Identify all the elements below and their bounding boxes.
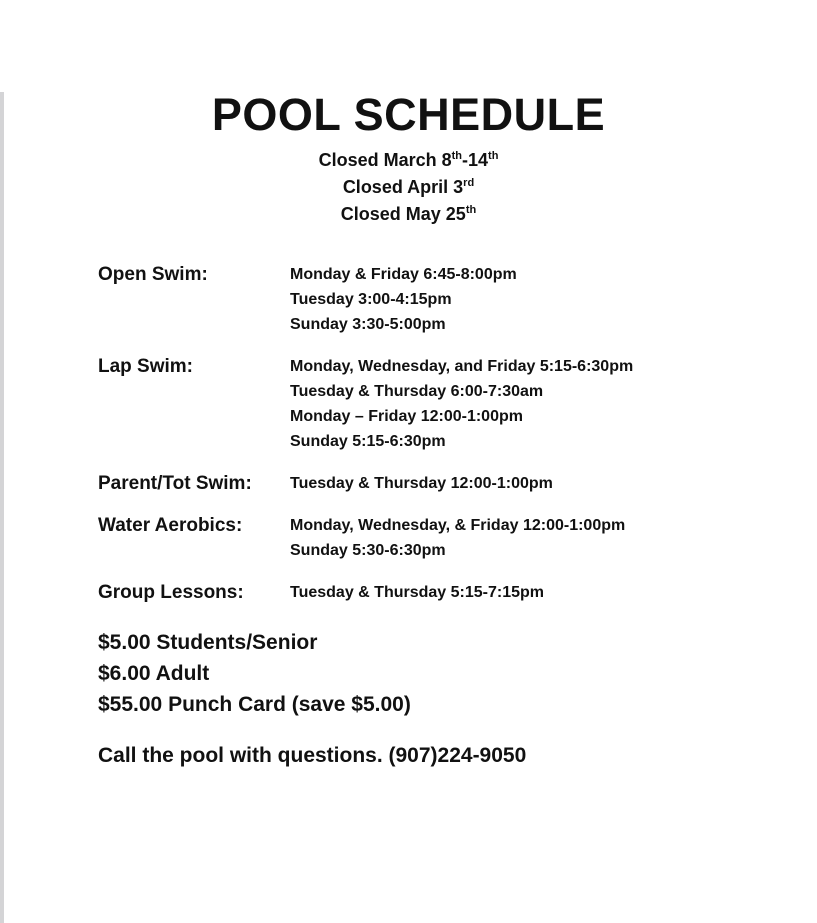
time-slot: Sunday 3:30-5:00pm bbox=[290, 316, 446, 333]
closure-text: Closed March 8 bbox=[318, 150, 452, 170]
ordinal-superscript: th bbox=[451, 150, 463, 162]
contact-line: Call the pool with questions. (907)224-9050 bbox=[98, 744, 527, 767]
closure-line bbox=[0, 174, 817, 201]
schedule-section bbox=[98, 471, 777, 496]
activity-label: Lap Swim: bbox=[98, 356, 194, 377]
closure-lines bbox=[0, 147, 817, 228]
activity-times bbox=[290, 580, 777, 605]
ordinal-superscript: th bbox=[488, 150, 499, 162]
price-line: $6.00 Adult bbox=[98, 662, 210, 685]
activity-times bbox=[290, 262, 777, 337]
activity-label: Parent/Tot Swim: bbox=[98, 473, 252, 494]
schedule-section bbox=[98, 262, 777, 337]
pool-schedule-document bbox=[0, 89, 817, 923]
schedule-section bbox=[98, 354, 777, 454]
time-slot: Monday – Friday 12:00-1:00pm bbox=[290, 408, 523, 425]
activity-times bbox=[290, 513, 777, 563]
ordinal-superscript: rd bbox=[463, 177, 475, 189]
schedule-section bbox=[98, 513, 777, 563]
time-slot: Monday, Wednesday, and Friday 5:15-6:30pm bbox=[290, 358, 634, 375]
activity-times bbox=[290, 471, 777, 496]
time-slot: Tuesday 3:00-4:15pm bbox=[290, 291, 452, 308]
time-slot: Sunday 5:30-6:30pm bbox=[290, 542, 446, 559]
closure-text: Closed April 3 bbox=[342, 177, 464, 197]
activity-label: Water Aerobics: bbox=[98, 515, 243, 536]
schedule-list bbox=[98, 262, 777, 605]
activity-label: Open Swim: bbox=[98, 264, 208, 285]
time-slot: Tuesday & Thursday 5:15-7:15pm bbox=[290, 584, 545, 601]
closure-text: Closed May 25 bbox=[340, 204, 466, 224]
page-title: POOL SCHEDULE bbox=[211, 89, 606, 140]
time-slot: Monday & Friday 6:45-8:00pm bbox=[290, 266, 517, 283]
time-slot: Sunday 5:15-6:30pm bbox=[290, 433, 446, 450]
pricing-list bbox=[98, 627, 817, 720]
time-slot: Tuesday & Thursday 6:00-7:30am bbox=[290, 383, 544, 400]
ordinal-superscript: th bbox=[465, 204, 477, 216]
price-line: $5.00 Students/Senior bbox=[98, 631, 318, 654]
closure-line bbox=[0, 147, 817, 174]
schedule-section bbox=[98, 580, 777, 605]
time-slot: Monday, Wednesday, & Friday 12:00-1:00pm bbox=[290, 517, 626, 534]
closure-line bbox=[0, 201, 817, 228]
activity-label: Group Lessons: bbox=[98, 582, 244, 603]
time-slot: Tuesday & Thursday 12:00-1:00pm bbox=[290, 475, 553, 492]
price-line: $55.00 Punch Card (save $5.00) bbox=[98, 693, 411, 716]
activity-times bbox=[290, 354, 777, 454]
closure-text: -14 bbox=[462, 150, 489, 170]
